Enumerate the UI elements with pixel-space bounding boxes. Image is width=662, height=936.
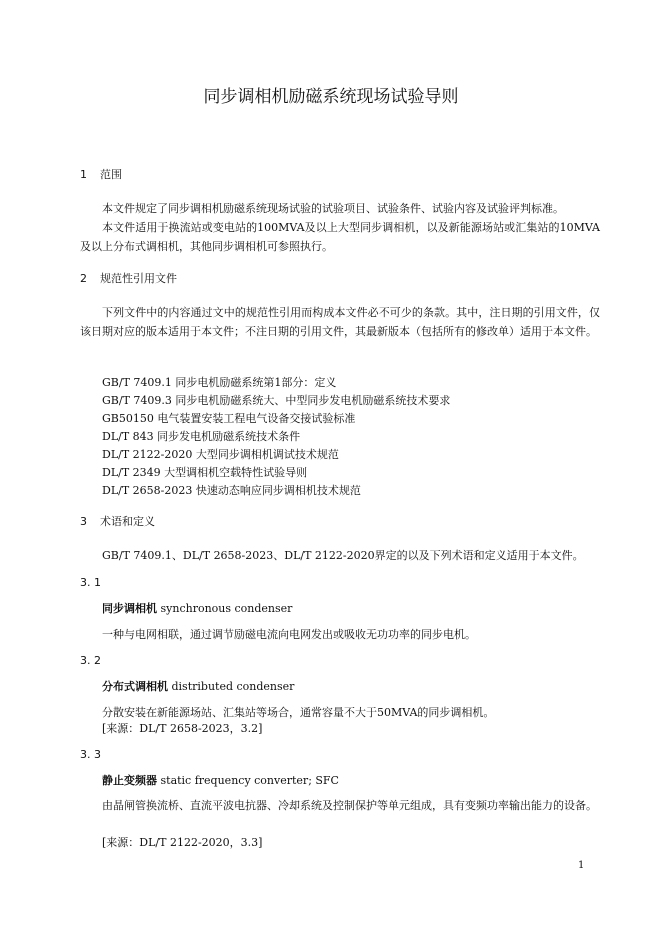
term-definition: 分散安装在新能源场站、汇集站等场合，通常容量不大于50MVA的同步调相机。 [102, 706, 495, 719]
term-number: 3. 2 [80, 654, 101, 667]
paragraph: 本文件适用于换流站或变电站的100MVA及以上大型同步调相机，以及新能源场站或汇集站的10MVA及以上分布式调相机，其他同步调相机可参照执行。 [80, 221, 600, 253]
term-entry [102, 680, 294, 694]
term-entry [102, 602, 292, 616]
term-source: [来源：DL/T 2658-2023，3.2] [102, 722, 263, 735]
section-heading-terms-definitions [80, 515, 155, 529]
section-number: 2 [80, 272, 87, 285]
section-heading-normative-references [80, 272, 177, 286]
reference-item: GB/T 7409.3 同步电机励磁系统大、中型同步发电机励磁系统技术要求 [102, 394, 451, 407]
reference-item: DL/T 2122-2020 大型同步调相机调试技术规范 [102, 448, 339, 461]
section-number: 1 [80, 168, 87, 181]
term-english: distributed condenser [171, 680, 295, 693]
term-number: 3. 3 [80, 748, 101, 761]
section-title: 范围 [100, 168, 122, 181]
reference-item: DL/T 2658-2023 快速动态响应同步调相机技术规范 [102, 484, 361, 497]
reference-item: GB50150 电气装置安装工程电气设备交接试验标准 [102, 412, 356, 425]
section-number: 3 [80, 515, 87, 528]
section-title: 术语和定义 [100, 515, 155, 528]
term-chinese: 静止变频器 [102, 774, 157, 787]
section-heading-scope [80, 168, 122, 182]
term-english: static frequency converter; SFC [160, 774, 339, 787]
term-chinese: 分布式调相机 [102, 680, 168, 693]
term-source: [来源：DL/T 2122-2020，3.3] [102, 836, 263, 849]
paragraph: 本文件规定了同步调相机励磁系统现场试验的试验项目、试验条件、试验内容及试验评判标准。 [102, 202, 564, 215]
paragraph: GB/T 7409.1、DL/T 2658-2023、DL/T 2122-2020界定的以及下列术语和定义适用于本文件。 [102, 549, 584, 562]
reference-item: GB/T 7409.1 同步电机励磁系统第1部分：定义 [102, 376, 337, 389]
term-definition: 一种与电网相联，通过调节励磁电流向电网发出或吸收无功功率的同步电机。 [102, 628, 476, 641]
section-title: 规范性引用文件 [100, 272, 177, 285]
term-definition: 由晶闸管换流桥、直流平波电抗器、冷却系统及控制保护等单元组成，具有变频功率输出能力的设备。 [102, 799, 597, 812]
page-number: 1 [578, 860, 585, 871]
reference-item: DL/T 2349 大型调相机空载特性试验导则 [102, 466, 308, 479]
term-chinese: 同步调相机 [102, 602, 157, 615]
term-number: 3. 1 [80, 576, 101, 589]
paragraph: 下列文件中的内容通过文中的规范性引用而构成本文件必不可少的条款。其中，注日期的引用文件，仅该日期对应的版本适用于本文件；不注日期的引用文件，其最新版本（包括所有的修改单）适用于本文件。 [80, 306, 600, 338]
document-title: 同步调相机励磁系统现场试验导则 [203, 87, 459, 107]
term-english: synchronous condenser [160, 602, 293, 615]
reference-item: DL/T 843 同步发电机励磁系统技术条件 [102, 430, 301, 443]
term-entry [102, 774, 339, 788]
